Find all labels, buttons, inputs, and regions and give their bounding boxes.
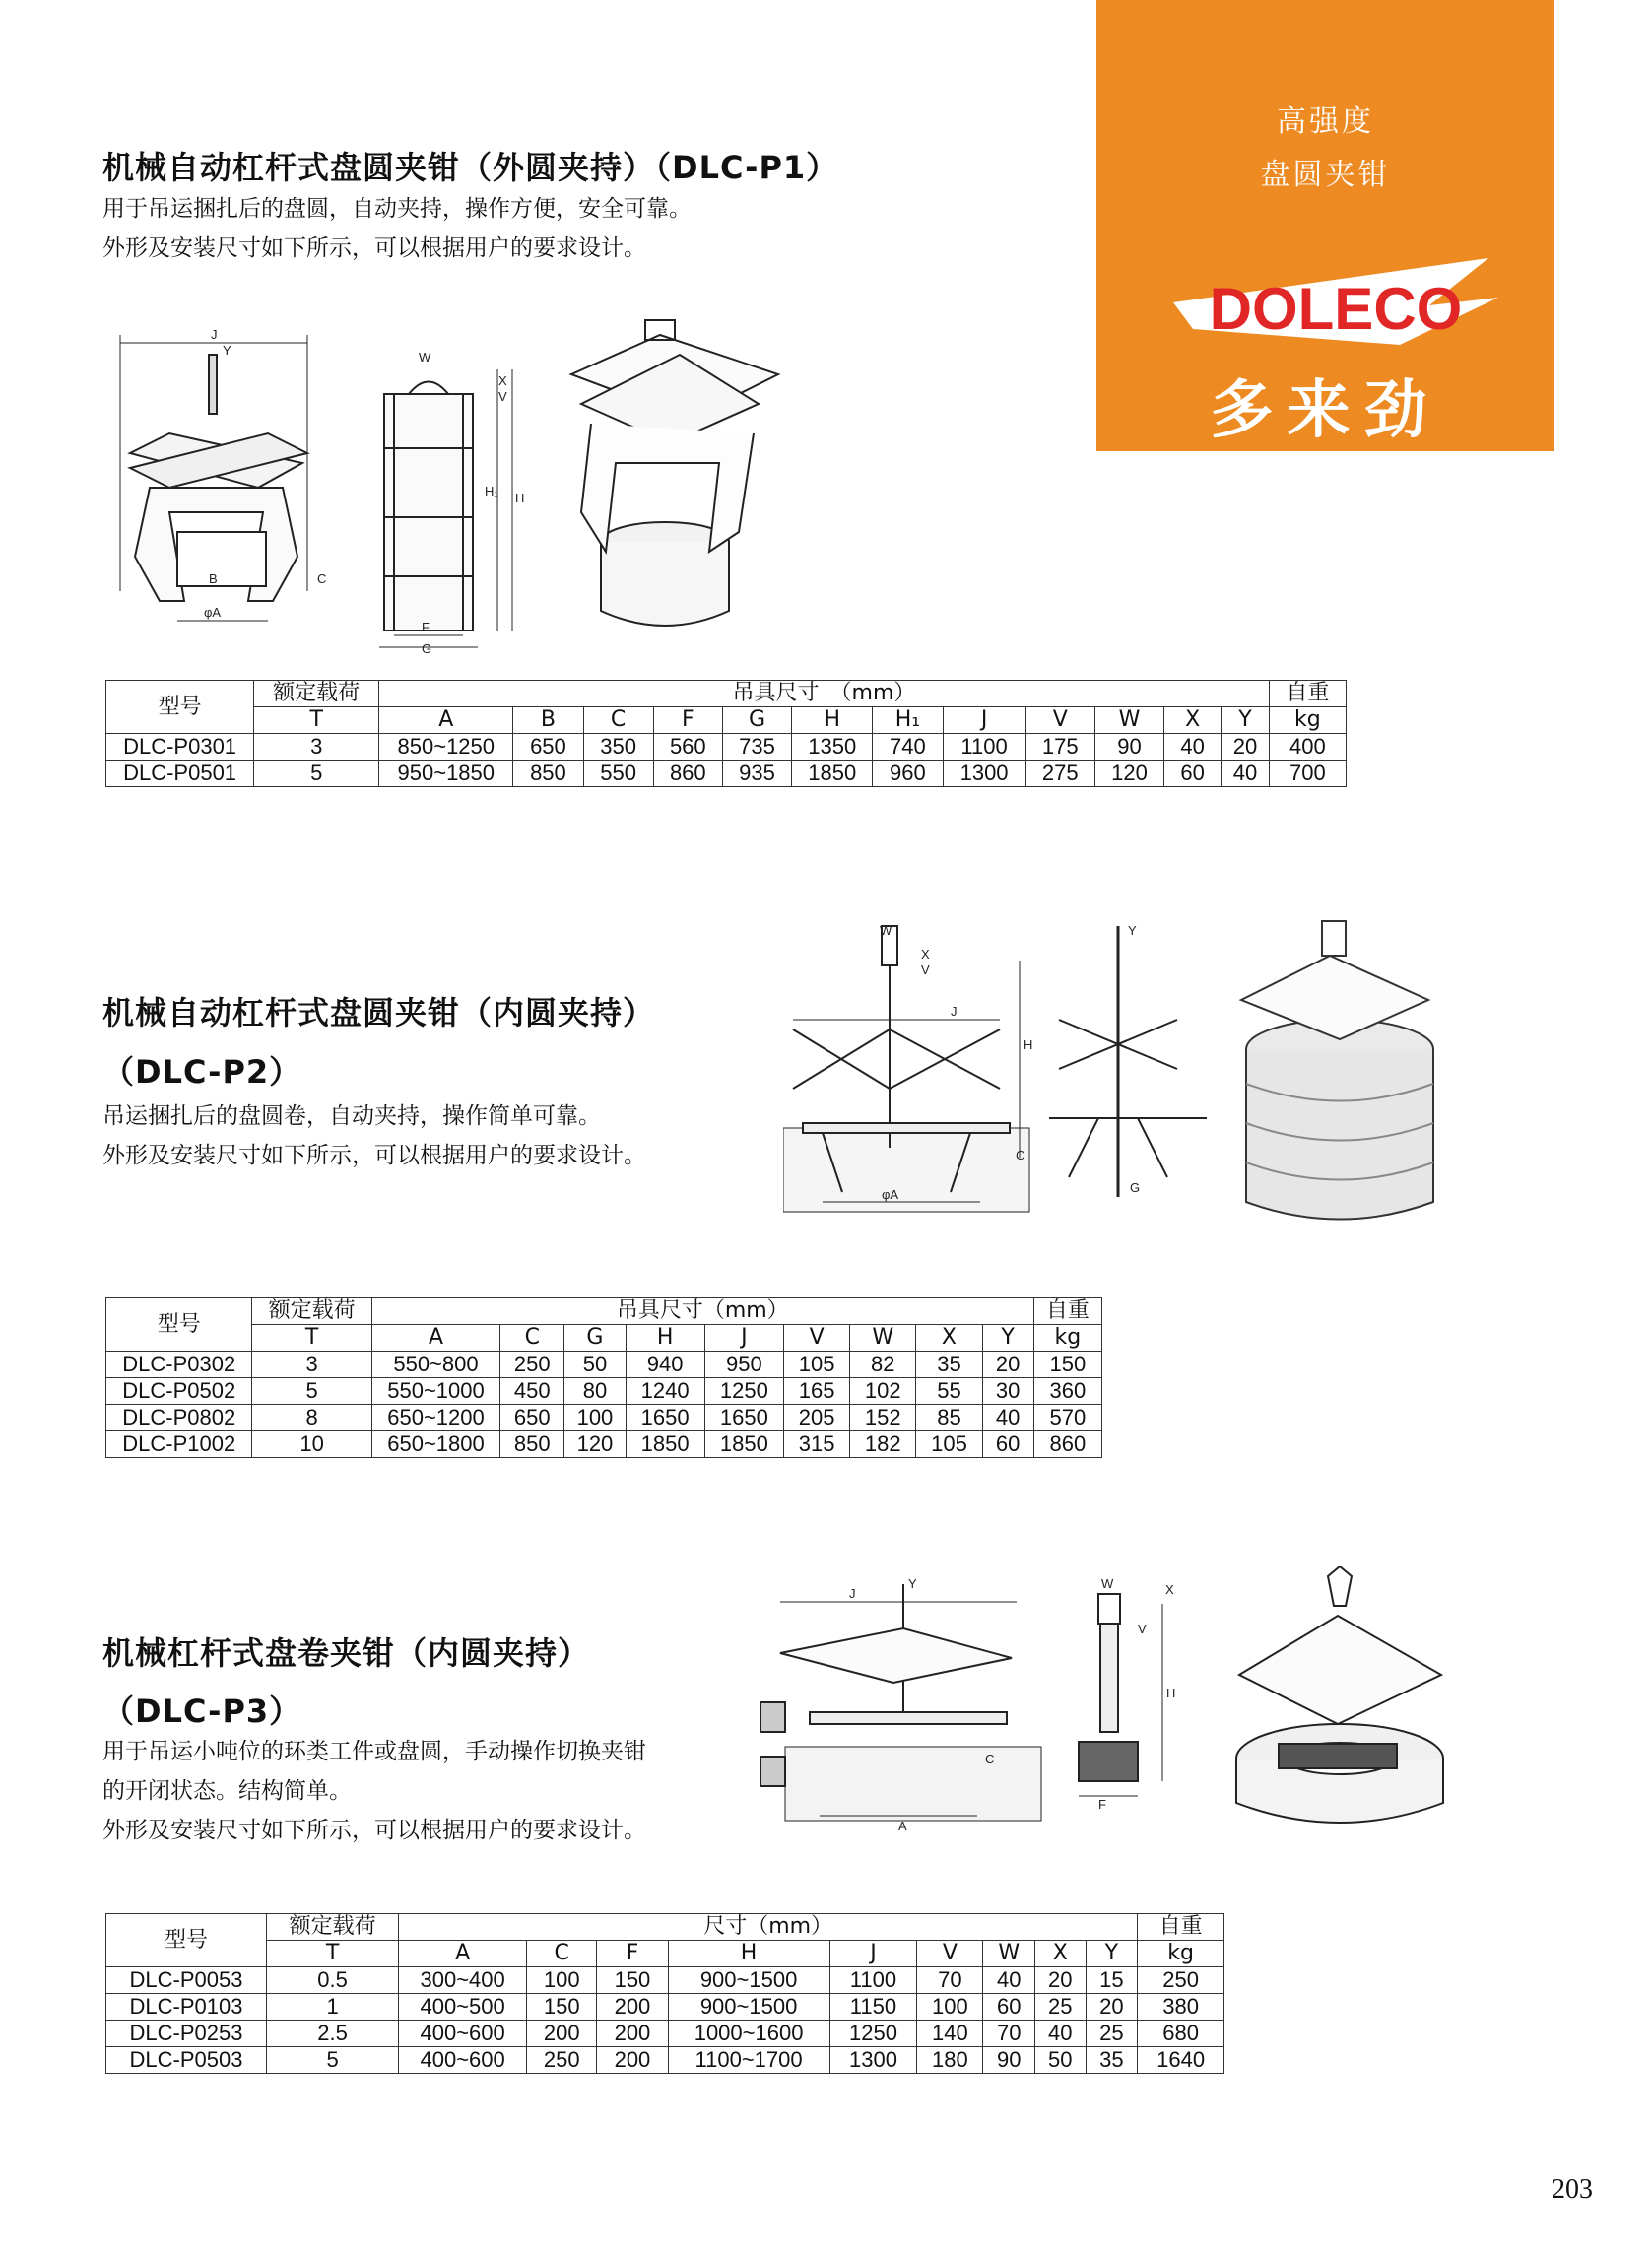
col-load-header: 额定载荷 xyxy=(254,681,379,707)
section3-desc xyxy=(102,1732,646,1850)
col-dims-header: 尺寸（mm） xyxy=(399,1914,1138,1941)
col-dim-header: Y xyxy=(1222,707,1269,734)
svg-text:W: W xyxy=(419,350,431,365)
svg-text:V: V xyxy=(498,389,507,404)
col-load-header: 额定载荷 xyxy=(252,1298,371,1325)
section2-title: 机械自动杠杆式盘圆夹钳（内圆夹持） xyxy=(102,994,656,1031)
svg-text:C: C xyxy=(317,571,327,586)
svg-text:A: A xyxy=(898,1819,907,1833)
section2-desc-line: 外形及安装尺寸如下所示，可以根据用户的要求设计。 xyxy=(102,1143,646,1168)
col-load-header: 额定载荷 xyxy=(267,1914,399,1941)
svg-text:X: X xyxy=(1165,1582,1174,1597)
svg-text:J: J xyxy=(849,1586,856,1601)
logo-wordmark: DOLECO xyxy=(1209,276,1463,342)
col-dim-header: W xyxy=(983,1941,1035,1967)
p2-3d-illustration xyxy=(1231,916,1448,1231)
doleco-logo xyxy=(1173,258,1498,347)
brand-tag-line2: 盘圆夹钳 xyxy=(1260,158,1391,192)
p1-side-drawing xyxy=(364,350,527,655)
svg-text:Y: Y xyxy=(1128,923,1137,938)
col-dim-header: H₁ xyxy=(873,707,943,734)
table-row: DLC-P0503 5 400~600 250 200 1100~1700 1300 180 90 50 35 1640 xyxy=(106,2047,1224,2074)
svg-text:V: V xyxy=(921,963,930,977)
col-dim-header: Y xyxy=(1086,1941,1138,1967)
svg-text:H: H xyxy=(515,491,525,505)
col-dim-header: X xyxy=(1035,1941,1087,1967)
section3-desc-line: 用于吊运小吨位的环类工件或盘圆，手动操作切换夹钳 xyxy=(102,1739,646,1764)
col-weight-header: 自重 xyxy=(1033,1298,1101,1325)
section3-desc-line: 的开闭状态。结构简单。 xyxy=(102,1778,352,1804)
table-row: DLC-P0103 1 400~500 150 200 900~1500 1150 100 60 25 20 380 xyxy=(106,1994,1224,2021)
col-load-unit: T xyxy=(254,707,379,734)
col-dim-header: W xyxy=(1094,707,1163,734)
svg-text:Y: Y xyxy=(223,343,231,358)
brand-tag-line1: 高强度 xyxy=(1277,104,1374,139)
col-dim-header: F xyxy=(653,707,722,734)
section2-desc-line: 吊运捆扎后的盘圆卷，自动夹持，操作简单可靠。 xyxy=(102,1103,601,1129)
page-number: 203 xyxy=(1552,2174,1593,2205)
col-dim-header: G xyxy=(722,707,791,734)
col-dim-header: A xyxy=(379,707,513,734)
col-dim-header: B xyxy=(513,707,583,734)
col-weight-header: 自重 xyxy=(1269,681,1346,707)
col-dim-header: X xyxy=(916,1325,982,1352)
svg-text:F: F xyxy=(1098,1797,1106,1811)
svg-text:J: J xyxy=(951,1004,958,1019)
p1-front-drawing xyxy=(110,325,327,640)
svg-text:B: B xyxy=(209,571,218,586)
svg-text:W: W xyxy=(1101,1576,1114,1591)
svg-text:J: J xyxy=(211,327,218,342)
col-dim-header: F xyxy=(597,1941,668,1967)
col-dim-header: H xyxy=(792,707,873,734)
col-weight-unit: kg xyxy=(1033,1325,1101,1352)
svg-text:H: H xyxy=(1024,1037,1033,1052)
section1-desc xyxy=(102,189,692,268)
p1-3d-illustration xyxy=(562,315,798,640)
col-weight-header: 自重 xyxy=(1138,1914,1224,1941)
svg-text:C: C xyxy=(1016,1148,1025,1162)
col-dim-header: J xyxy=(829,1941,917,1967)
col-dim-header: Y xyxy=(982,1325,1033,1352)
col-dims-header: 吊具尺寸 （mm） xyxy=(379,681,1269,707)
brand-name-cn: 多来劲 xyxy=(1210,374,1441,447)
col-dim-header: G xyxy=(564,1325,626,1352)
p2-spec-table xyxy=(105,1297,1102,1458)
col-dim-header: V xyxy=(784,1325,850,1352)
p2-side-drawing xyxy=(1039,921,1217,1207)
col-model-header: 型号 xyxy=(106,1298,252,1352)
col-model-header: 型号 xyxy=(106,1914,267,1967)
col-load-unit: T xyxy=(252,1325,371,1352)
col-dim-header: H xyxy=(668,1941,829,1967)
col-load-unit: T xyxy=(267,1941,399,1967)
table-row: DLC-P0501 5 950~1850 850 550 860 935 1850 960 1300 275 120 60 40 700 xyxy=(106,761,1347,787)
table-row: DLC-P1002 10 650~1800 850 120 1850 1850 315 182 105 60 860 xyxy=(106,1431,1102,1458)
col-dim-header: J xyxy=(943,707,1025,734)
table-row: DLC-P0301 3 850~1250 650 350 560 735 1350 740 1100 175 90 40 20 400 xyxy=(106,734,1347,761)
svg-text:G: G xyxy=(422,641,432,655)
svg-text:G: G xyxy=(1130,1180,1141,1195)
section2-desc xyxy=(102,1096,646,1175)
col-weight-unit: kg xyxy=(1269,707,1346,734)
p3-front-drawing xyxy=(751,1574,1046,1835)
p1-spec-table xyxy=(105,680,1347,787)
col-model-header: 型号 xyxy=(106,681,254,734)
p3-side-drawing xyxy=(1069,1574,1187,1811)
col-dim-header: X xyxy=(1164,707,1222,734)
table-row: DLC-P0253 2.5 400~600 200 200 1000~1600 1250 140 70 40 25 680 xyxy=(106,2021,1224,2047)
col-dim-header: C xyxy=(500,1325,564,1352)
svg-text:Y: Y xyxy=(908,1576,917,1591)
svg-text:φA: φA xyxy=(882,1187,899,1202)
section3-title: 机械杠杆式盘卷夹钳（内圆夹持） xyxy=(102,1634,591,1672)
col-dim-header: C xyxy=(583,707,653,734)
col-dim-header: A xyxy=(399,1941,527,1967)
svg-text:C: C xyxy=(985,1752,995,1766)
section1-desc-line: 外形及安装尺寸如下所示，可以根据用户的要求设计。 xyxy=(102,235,646,261)
svg-text:V: V xyxy=(1138,1622,1147,1636)
col-dim-header: H xyxy=(626,1325,704,1352)
table-row: DLC-P0502 5 550~1000 450 80 1240 1250 165 102 55 30 360 xyxy=(106,1378,1102,1405)
svg-text:H: H xyxy=(1166,1686,1176,1700)
svg-text:X: X xyxy=(921,947,930,962)
p3-3d-illustration xyxy=(1229,1566,1451,1842)
col-dim-header: A xyxy=(371,1325,499,1352)
section1-title: 机械自动杠杆式盘圆夹钳（外圆夹持）（DLC-P1） xyxy=(102,149,839,186)
svg-text:H₁: H₁ xyxy=(485,484,498,498)
section2-title-model: （DLC-P2） xyxy=(102,1053,302,1091)
col-dim-header: J xyxy=(704,1325,783,1352)
col-dim-header: C xyxy=(527,1941,597,1967)
svg-text:φA: φA xyxy=(204,605,222,620)
section3-desc-line: 外形及安装尺寸如下所示，可以根据用户的要求设计。 xyxy=(102,1818,646,1843)
table-row: DLC-P0802 8 650~1200 650 100 1650 1650 205 152 85 40 570 xyxy=(106,1405,1102,1431)
svg-text:F: F xyxy=(422,620,430,634)
brand-panel xyxy=(1096,0,1554,451)
svg-text:X: X xyxy=(498,373,507,388)
p2-front-drawing xyxy=(783,921,1039,1217)
p3-spec-table xyxy=(105,1913,1224,2074)
section3-title-model: （DLC-P3） xyxy=(102,1693,302,1730)
table-row: DLC-P0302 3 550~800 250 50 940 950 105 82 35 20 150 xyxy=(106,1352,1102,1378)
table-row: DLC-P0053 0.5 300~400 100 150 900~1500 1100 70 40 20 15 250 xyxy=(106,1967,1224,1994)
svg-text:W: W xyxy=(880,923,892,938)
col-dims-header: 吊具尺寸（mm） xyxy=(371,1298,1033,1325)
col-weight-unit: kg xyxy=(1138,1941,1224,1967)
section1-desc-line: 用于吊运捆扎后的盘圆，自动夹持，操作方便，安全可靠。 xyxy=(102,196,692,222)
col-dim-header: V xyxy=(917,1941,983,1967)
col-dim-header: V xyxy=(1025,707,1094,734)
col-dim-header: W xyxy=(850,1325,916,1352)
